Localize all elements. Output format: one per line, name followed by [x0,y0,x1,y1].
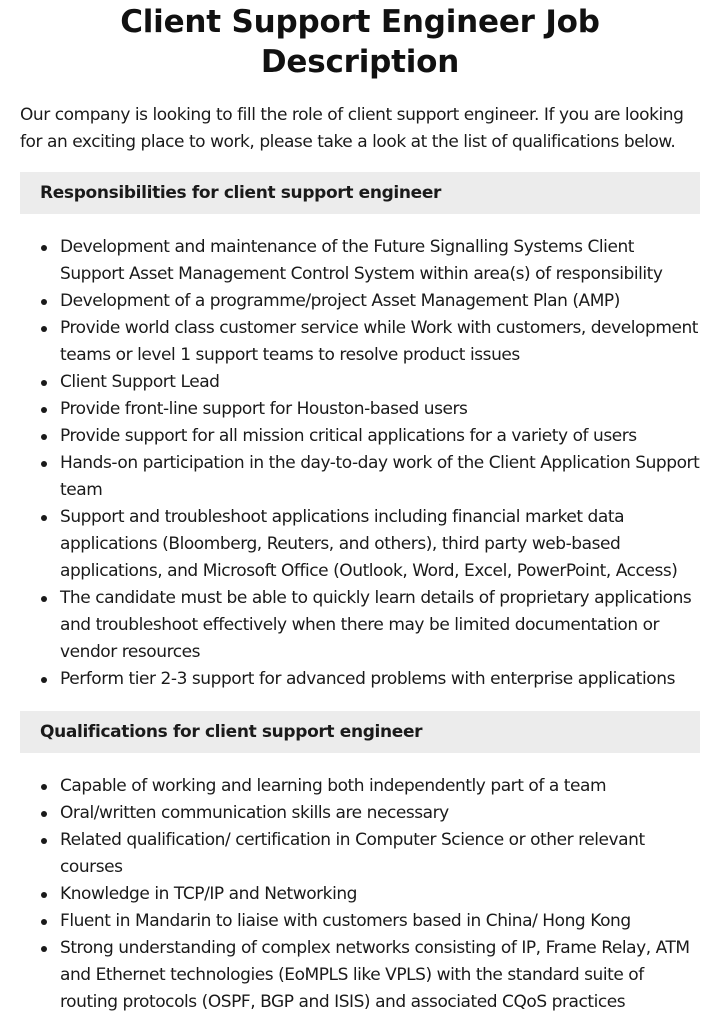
list-item: Strong understanding of complex networks consisting of IP, Frame Relay, ATM and Ethernet technologies (EoMPLS like VPLS) with the standard suite of routing protocols (OSPF, BGP and ISIS) and associated CQoS practices [20,935,700,1016]
page-title: Client Support Engineer Job Description [120,4,600,80]
list-item: Oral/written communication skills are necessary [20,800,700,827]
qualifications-header [20,711,700,753]
responsibilities-header [20,172,700,214]
list-item: Related qualification/ certification in Computer Science or other relevant courses [20,827,700,881]
intro-paragraph: Our company is looking to fill the role of client support engineer. If you are looking for an exciting place to work, please take a look at the list of qualifications below. [20,105,684,152]
list-item: Development and maintenance of the Future Signalling Systems Client Support Asset Management Control System within area(s) of responsibility [20,234,700,288]
list-item: Hands-on participation in the day-to-day work of the Client Application Support team [20,450,700,504]
list-item: Support and troubleshoot applications including financial market data applications (Bloomberg, Reuters, and others), third party web-based applications, and Microsoft Office (Outlook, Word, Excel, PowerPoint, Access) [20,504,700,585]
list-item: The candidate must be able to quickly learn details of proprietary applications and troubleshoot effectively when there may be limited documentation or vendor resources [20,585,700,666]
qualifications-list [20,773,700,1016]
list-item: Provide support for all mission critical applications for a variety of users [20,423,700,450]
list-item: Client Support Lead [20,369,700,396]
list-item: Provide world class customer service while Work with customers, development teams or level 1 support teams to resolve product issues [20,315,700,369]
list-item: Fluent in Mandarin to liaise with customers based in China/ Hong Kong [20,908,700,935]
list-item: Provide front-line support for Houston-based users [20,396,700,423]
list-item: Perform tier 2-3 support for advanced problems with enterprise applications [20,666,700,693]
list-item: Knowledge in TCP/IP and Networking [20,881,700,908]
responsibilities-list [20,234,700,693]
list-item: Development of a programme/project Asset Management Plan (AMP) [20,288,700,315]
responsibilities-heading: Responsibilities for client support engineer [40,183,442,203]
qualifications-heading: Qualifications for client support engineer [40,722,423,742]
list-item: Capable of working and learning both independently part of a team [20,773,700,800]
